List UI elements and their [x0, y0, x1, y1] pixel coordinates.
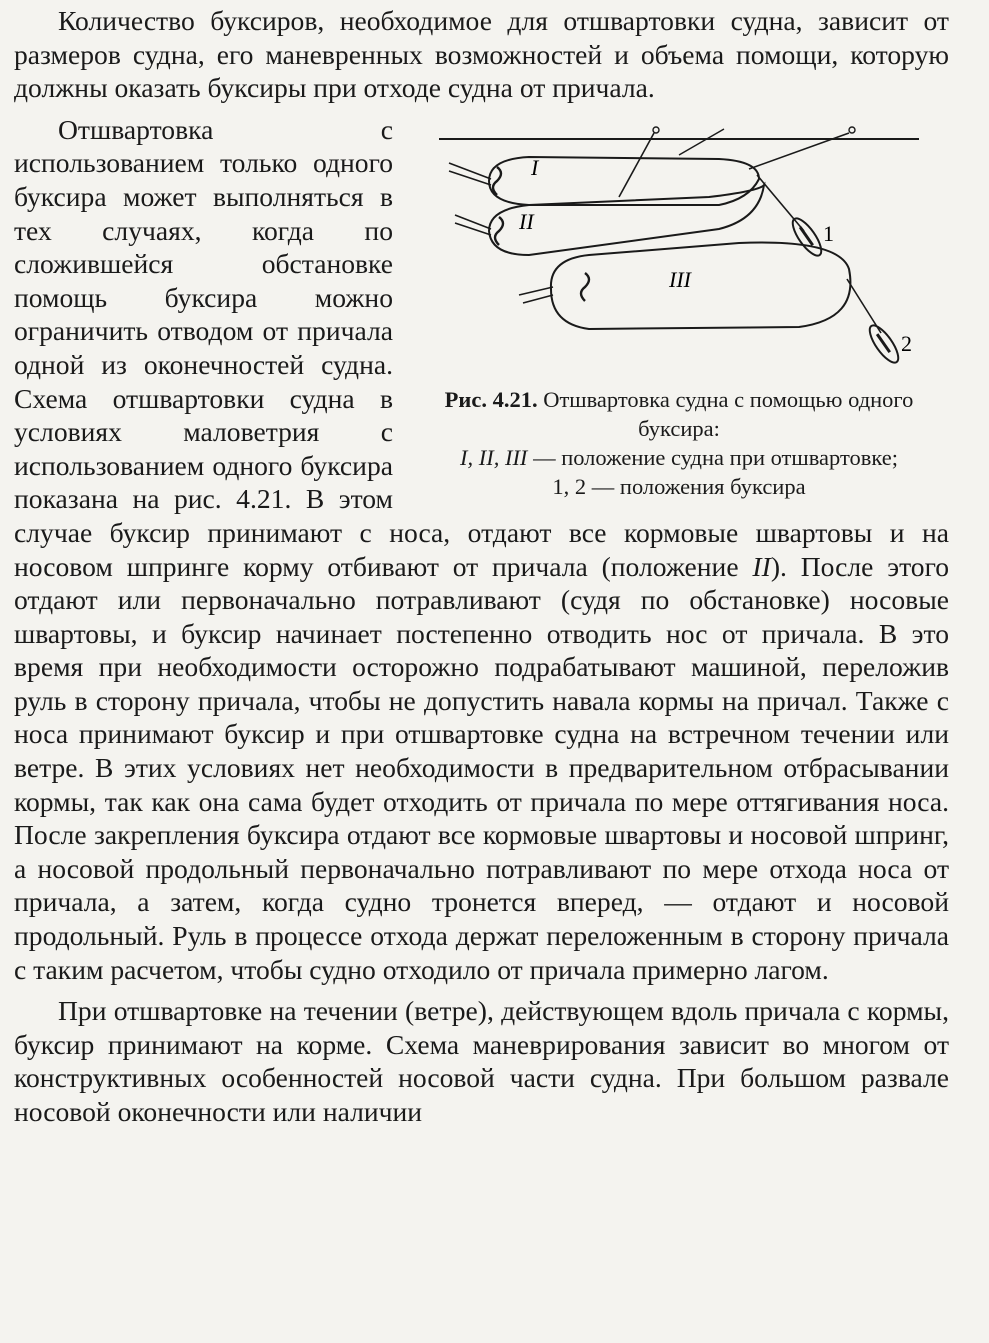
caption-arabic: 1, 2 — положения буксира	[552, 473, 806, 499]
ship-position-i	[489, 154, 759, 205]
caption-title-rest: Отшвартовка судна с помощью одного буксира:	[543, 386, 914, 441]
caption-title: Рис. 4.21.	[444, 386, 538, 412]
paragraph-2-part-a: Отшвартовка с использованием только одного буксира может выполняться в тех случаях, когда по сложившейся обстановке помощь буксира можно ограничить отводом от причала одной из оконечностей судна. Схема отшвартовки судна в условиях маловетрия с использованием одного буксира показана на рис. 4.21. В этом случае буксир принимают с носа, отдают все кормовые швартовы и на носовом шпринге корму отбивают от причала (положение	[14, 113, 949, 582]
tug-1	[788, 214, 826, 259]
label-tug-1: 1	[823, 220, 834, 246]
label-pos-iii: III	[669, 266, 691, 292]
tow-line	[757, 175, 804, 231]
paragraph-2-wrapper	[14, 113, 949, 986]
paragraph-2-roman: II	[752, 550, 771, 582]
label-pos-i: I	[531, 154, 539, 180]
tug-2	[865, 321, 903, 366]
caption-roman: I, II, III	[459, 444, 528, 470]
figure-caption	[409, 385, 949, 501]
ship-position-iii	[551, 242, 851, 328]
paragraph-2-part-b: ). После этого отдают или первоначально потравливают (судя по обстановке) носовые швартовы, и буксир начинает постепенно отводить нос от причала. В это время при необходимости осторожно подрабатывают машиной, переложив руль в сторону причала, чтобы не допустить навала кормы на причал. Также с носа принимают буксир и при отшвартовке судна на встречном течении или ветре. В этих условиях нет необходимости в предварительном отбрасывании кормы, так как она сама будет отходить от причала по мере оттягивания носа. После закрепления буксира отдают все кормовые швартовы и носовой шпринг, а носовой продольный первоначально потравливают по мере отхода носа от причала, а затем, когда судно тронется вперед, — отдают и носовой продольный. Руль в процессе отхода держат переложенным в сторону причала с таким расчетом, чтобы судно отходило от причала примерно лагом.	[14, 550, 950, 985]
mooring-line	[619, 133, 654, 197]
paragraph-1: Количество буксиров, необходимое для отшвартовки судна, зависит от размеров судна, его маневренных возможностей и объема помощи, которую должны оказать буксиры при отходе судна от причала.	[14, 5, 949, 104]
label-pos-ii: II	[519, 208, 534, 234]
paragraph-3: При отшвартовке на течении (ветре), действующем вдоль причала с кормы, буксир принимают на корме. Схема маневрирования зависит во многом от конструктивных особенностей носовой части судна. При большом развале носовой оконечности или наличии	[14, 995, 949, 1127]
label-tug-2: 2	[901, 330, 912, 356]
figure-4-21	[409, 119, 949, 501]
caption-roman-text: — положение судна при отшвартовке;	[533, 444, 899, 470]
mooring-diagram	[419, 119, 939, 377]
